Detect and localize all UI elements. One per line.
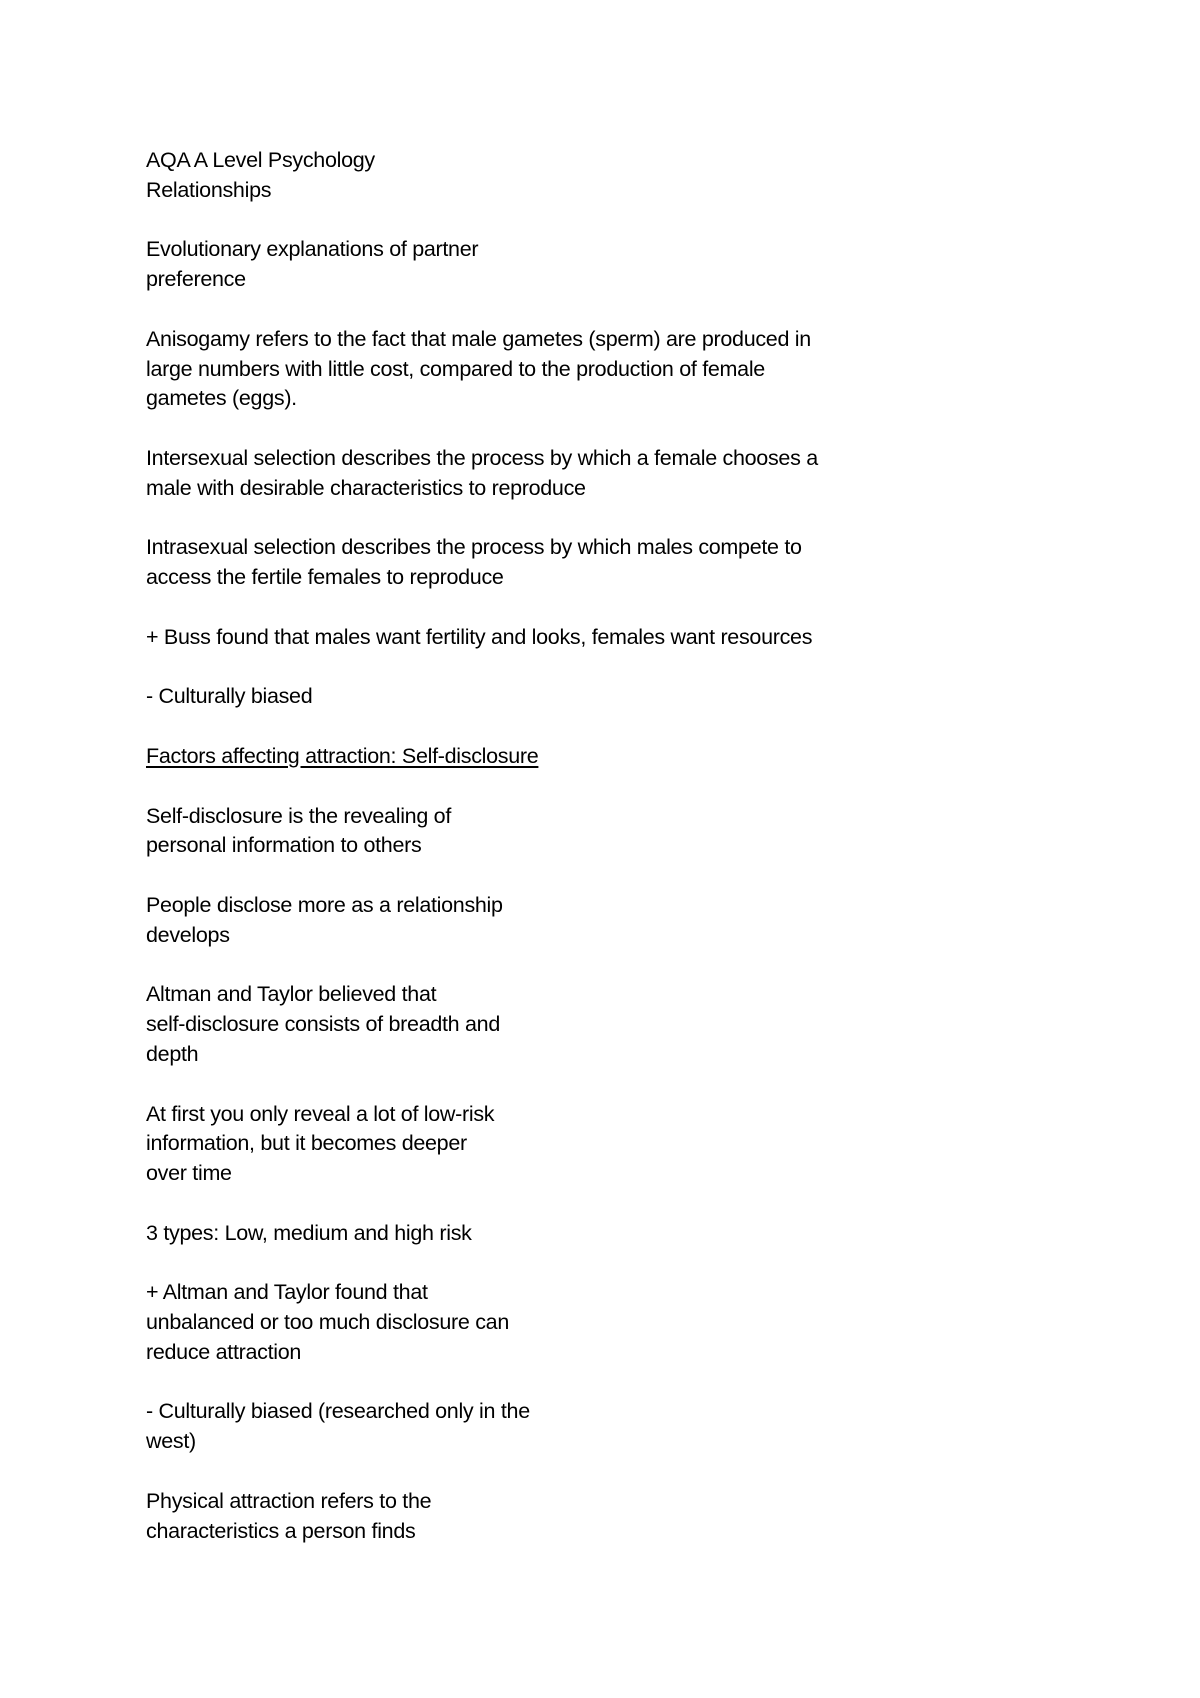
paragraph-altman-taylor-found: [146, 1278, 1046, 1367]
text-line: reduce attraction: [146, 1339, 302, 1364]
text-line: Intrasexual selection describes the process by which males compete to: [146, 535, 802, 560]
text-line: gametes (eggs).: [146, 386, 297, 411]
text-line: Anisogamy refers to the fact that male gametes (sperm) are produced in: [146, 326, 811, 351]
text-line: preference: [146, 267, 246, 292]
document-body: [146, 146, 1046, 1576]
text-line: personal information to others: [146, 833, 422, 858]
section-heading-evolutionary: [146, 235, 1046, 295]
paragraph-physical-attraction: [146, 1487, 1046, 1547]
text-line: information, but it becomes deeper: [146, 1131, 467, 1156]
text-line: Physical attraction refers to the: [146, 1488, 432, 1513]
text-line: 3 types: Low, medium and high risk: [146, 1220, 472, 1245]
paragraph-self-disclosure-definition: [146, 802, 1046, 862]
text-line: + Buss found that males want fertility and looks, females want resources: [146, 624, 813, 649]
paragraph-culturally-biased-west: [146, 1397, 1046, 1457]
text-line: Evolutionary explanations of partner: [146, 237, 479, 262]
text-line: develops: [146, 922, 230, 947]
text-line: self-disclosure consists of breadth and: [146, 1012, 500, 1037]
section-heading-self-disclosure: [146, 742, 1046, 772]
paragraph-anisogamy: [146, 325, 1046, 414]
paragraph-three-types: [146, 1219, 1046, 1249]
text-line: access the fertile females to reproduce: [146, 565, 504, 590]
text-line: over time: [146, 1161, 232, 1186]
text-line: unbalanced or too much disclosure can: [146, 1310, 509, 1335]
text-line: male with desirable characteristics to reproduce: [146, 475, 586, 500]
text-line: characteristics a person finds: [146, 1518, 416, 1543]
paragraph-low-risk: [146, 1100, 1046, 1189]
text-line: People disclose more as a relationship: [146, 892, 503, 917]
paragraph-cultural-bias: [146, 682, 1046, 712]
text-line: depth: [146, 1041, 199, 1066]
text-line: Intersexual selection describes the process by which a female chooses a: [146, 445, 818, 470]
text-line: At first you only reveal a lot of low-risk: [146, 1101, 495, 1126]
paragraph-buss-strength: [146, 623, 1046, 653]
title-paragraph: [146, 146, 1046, 206]
text-line: + Altman and Taylor found that: [146, 1280, 428, 1305]
paragraph-disclose-more: [146, 891, 1046, 951]
text-line: - Culturally biased (researched only in the: [146, 1399, 530, 1424]
document-subtitle: Relationships: [146, 177, 272, 202]
text-line: large numbers with little cost, compared to the production of female: [146, 356, 765, 381]
underlined-heading: Factors affecting attraction: Self-disclosure: [146, 743, 539, 768]
text-line: - Culturally biased: [146, 684, 313, 709]
paragraph-intersexual: [146, 444, 1046, 504]
document-title: AQA A Level Psychology: [146, 148, 375, 172]
text-line: Self-disclosure is the revealing of: [146, 803, 451, 828]
paragraph-altman-taylor-belief: [146, 980, 1046, 1069]
paragraph-intrasexual: [146, 533, 1046, 593]
text-line: Altman and Taylor believed that: [146, 982, 437, 1007]
text-line: west): [146, 1429, 196, 1454]
